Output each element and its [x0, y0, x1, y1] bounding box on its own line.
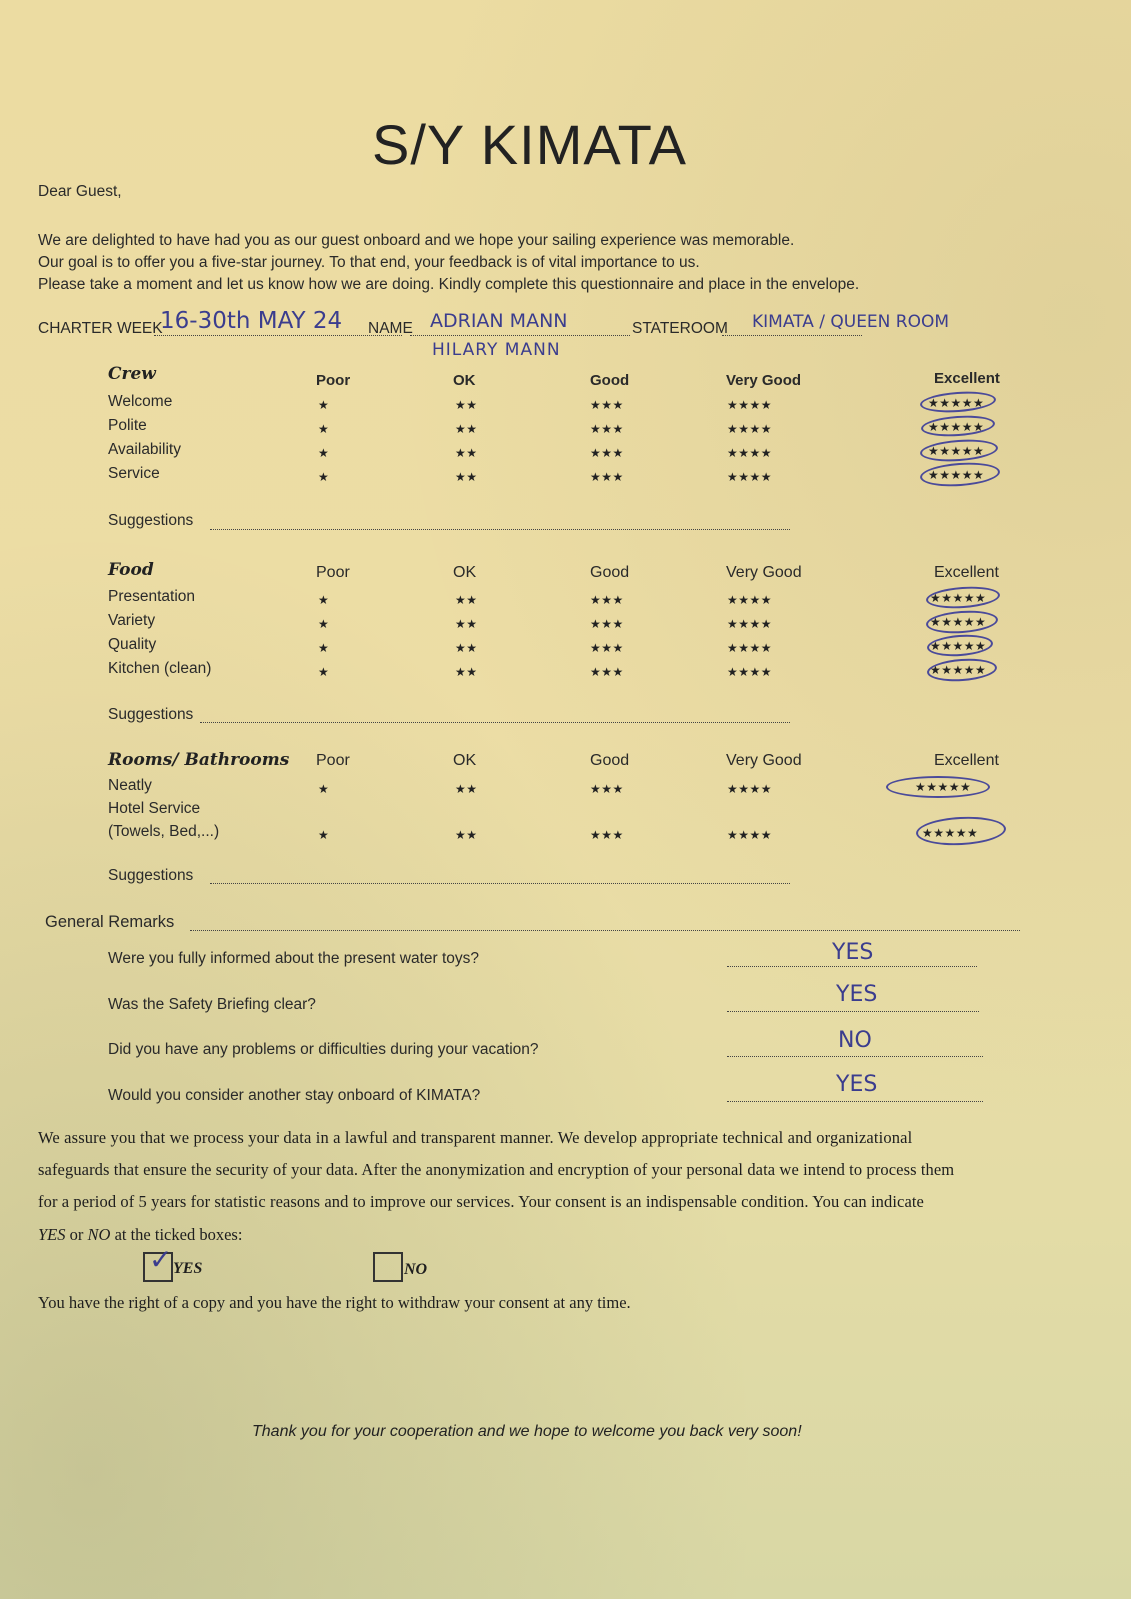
rooms-row-neatly: Neatly: [108, 777, 152, 794]
consent-no-label: NO: [404, 1261, 428, 1278]
question-safety-briefing: Was the Safety Briefing clear?: [108, 996, 316, 1013]
rooms-suggestions-label: Suggestions: [108, 867, 194, 884]
rooms-hotel-very-good[interactable]: ★★★★: [727, 828, 773, 842]
food-quality-very-good[interactable]: ★★★★: [727, 641, 773, 655]
food-row-kitchen: Kitchen (clean): [108, 660, 212, 677]
crew-polite-good[interactable]: ★★★: [590, 422, 624, 436]
food-presentation-ok[interactable]: ★★: [455, 593, 478, 607]
crew-welcome-very-good[interactable]: ★★★★: [727, 398, 773, 412]
question-water-toys: Were you fully informed about the present water toys?: [108, 950, 480, 967]
food-quality-excellent[interactable]: ★★★★★: [930, 639, 987, 653]
food-presentation-circle: [925, 584, 1000, 610]
crew-service-circle: [919, 460, 1000, 489]
answer-problems: NO: [838, 1028, 872, 1053]
crew-polite-very-good[interactable]: ★★★★: [727, 422, 773, 436]
rooms-col-excellent: Excellent: [934, 752, 999, 769]
food-row-variety: Variety: [108, 612, 156, 629]
rights-text: You have the right of a copy and you have the right to withdraw your consent at any time.: [38, 1293, 631, 1312]
food-variety-very-good[interactable]: ★★★★: [727, 617, 773, 631]
intro-line-1: We are delighted to have had you as our guest onboard and we hope your sailing experience was memorable.: [38, 232, 795, 249]
crew-welcome-poor[interactable]: ★: [318, 398, 330, 412]
rooms-neatly-excellent[interactable]: ★★★★★: [915, 780, 972, 794]
rooms-neatly-very-good[interactable]: ★★★★: [727, 782, 773, 796]
name-value-2: HILARY MANN: [432, 340, 561, 360]
consent-line-1: We assure you that we process your data in a lawful and transparent manner. We develop appropriate technical and organizational: [38, 1128, 913, 1147]
food-row-quality: Quality: [108, 636, 157, 653]
general-remarks-label: General Remarks: [45, 913, 175, 931]
crew-section-title: Crew: [108, 364, 156, 384]
crew-col-good: Good: [590, 372, 630, 389]
question-problems: Did you have any problems or difficulties during your vacation?: [108, 1041, 539, 1058]
name-label: NAME: [368, 320, 413, 337]
question-another-stay: Would you consider another stay onboard of KIMATA?: [108, 1087, 481, 1104]
crew-availability-circle: [919, 437, 998, 463]
crew-service-very-good[interactable]: ★★★★: [727, 470, 773, 484]
answer-water-toys: YES: [832, 940, 874, 965]
crew-availability-poor[interactable]: ★: [318, 446, 330, 460]
crew-polite-ok[interactable]: ★★: [455, 422, 478, 436]
crew-service-good[interactable]: ★★★: [590, 470, 624, 484]
food-kitchen-very-good[interactable]: ★★★★: [727, 665, 773, 679]
crew-availability-good[interactable]: ★★★: [590, 446, 624, 460]
consent-or-word: or: [65, 1225, 88, 1244]
crew-row-welcome: Welcome: [108, 393, 173, 410]
food-presentation-poor[interactable]: ★: [318, 593, 330, 607]
consent-yes-check-mark: ✓: [149, 1243, 173, 1276]
rooms-col-ok: OK: [453, 752, 477, 769]
food-col-excellent: Excellent: [934, 564, 999, 581]
crew-row-service: Service: [108, 465, 160, 482]
rooms-row-hotel-service: Hotel Service: [108, 800, 201, 817]
crew-service-excellent[interactable]: ★★★★★: [928, 468, 985, 482]
crew-availability-very-good[interactable]: ★★★★: [727, 446, 773, 460]
consent-line-4: [38, 1219, 242, 1251]
charter-week-value: 16-30th MAY 24: [160, 308, 343, 334]
crew-polite-poor[interactable]: ★: [318, 422, 330, 436]
rooms-neatly-good[interactable]: ★★★: [590, 782, 624, 796]
rooms-hotel-ok[interactable]: ★★: [455, 828, 478, 842]
crew-polite-excellent[interactable]: ★★★★★: [928, 420, 985, 434]
crew-row-polite: Polite: [108, 417, 147, 434]
stateroom-label: STATEROOM: [632, 320, 728, 337]
food-row-presentation: Presentation: [108, 588, 196, 605]
crew-col-poor: Poor: [316, 372, 351, 389]
crew-suggestions-field[interactable]: [210, 519, 790, 530]
crew-polite-circle: [920, 413, 995, 438]
food-kitchen-circle: [926, 657, 997, 684]
consent-line-2: safeguards that ensure the security of your data. After the anonymization and encryption of your personal data we intend to process them: [38, 1160, 955, 1179]
rooms-neatly-ok[interactable]: ★★: [455, 782, 478, 796]
food-presentation-excellent[interactable]: ★★★★★: [930, 591, 987, 605]
crew-row-availability: Availability: [108, 441, 181, 458]
rooms-suggestions-field[interactable]: [210, 873, 790, 884]
food-kitchen-good[interactable]: ★★★: [590, 665, 624, 679]
crew-welcome-good[interactable]: ★★★: [590, 398, 624, 412]
rooms-row-towels-bed: (Towels, Bed,...): [108, 823, 220, 840]
consent-no-checkbox[interactable]: [373, 1252, 403, 1282]
consent-yes-word: YES: [38, 1225, 66, 1244]
food-kitchen-poor[interactable]: ★: [318, 665, 330, 679]
food-presentation-good[interactable]: ★★★: [590, 593, 624, 607]
greeting: Dear Guest,: [38, 183, 122, 200]
food-kitchen-ok[interactable]: ★★: [455, 665, 478, 679]
consent-no-word: NO: [87, 1225, 111, 1244]
food-col-poor: Poor: [316, 564, 350, 581]
food-suggestions-field[interactable]: [200, 712, 790, 723]
closing-message: Thank you for your cooperation and we hope to welcome you back very soon!: [252, 1423, 802, 1440]
food-variety-good[interactable]: ★★★: [590, 617, 624, 631]
crew-availability-excellent[interactable]: ★★★★★: [928, 444, 985, 458]
name-value: ADRIAN MANN: [430, 310, 568, 332]
general-remarks-field[interactable]: [190, 920, 1020, 931]
consent-yes-label: YES: [173, 1260, 203, 1277]
food-col-very-good: Very Good: [726, 564, 802, 581]
intro-line-2: Our goal is to offer you a five-star journey. To that end, your feedback is of vital importance to us.: [38, 254, 700, 271]
food-quality-good[interactable]: ★★★: [590, 641, 624, 655]
rooms-section-title: Rooms/ Bathrooms: [108, 750, 290, 770]
stateroom-value: KIMATA / QUEEN ROOM: [752, 312, 950, 332]
crew-welcome-ok[interactable]: ★★: [455, 398, 478, 412]
rooms-hotel-good[interactable]: ★★★: [590, 828, 624, 842]
page-title: S/Y KIMATA: [372, 113, 687, 176]
crew-col-very-good: Very Good: [726, 372, 802, 389]
food-variety-poor[interactable]: ★: [318, 617, 330, 631]
crew-availability-ok[interactable]: ★★: [455, 446, 478, 460]
food-quality-circle: [926, 633, 993, 659]
crew-col-excellent: Excellent: [934, 370, 1000, 387]
food-variety-circle: [925, 609, 998, 636]
consent-line-3: for a period of 5 years for statistic reasons and to improve our services. Your consent is an indispensable condition. You can indicate: [38, 1192, 924, 1211]
rooms-neatly-poor[interactable]: ★: [318, 782, 330, 796]
crew-service-ok[interactable]: ★★: [455, 470, 478, 484]
rooms-col-very-good: Very Good: [726, 752, 802, 769]
food-kitchen-excellent[interactable]: ★★★★★: [930, 663, 987, 677]
rooms-hotel-poor[interactable]: ★: [318, 828, 330, 842]
rooms-neatly-circle: [886, 776, 990, 798]
crew-suggestions-label: Suggestions: [108, 512, 194, 529]
food-section-title: Food: [108, 560, 154, 580]
food-presentation-very-good[interactable]: ★★★★: [727, 593, 773, 607]
food-variety-excellent[interactable]: ★★★★★: [930, 615, 987, 629]
food-col-good: Good: [590, 564, 630, 581]
rooms-hotel-excellent[interactable]: ★★★★★: [922, 826, 979, 840]
rooms-col-good: Good: [590, 752, 630, 769]
crew-welcome-circle: [919, 389, 996, 414]
rooms-col-poor: Poor: [316, 752, 350, 769]
crew-welcome-excellent[interactable]: ★★★★★: [928, 396, 985, 410]
food-suggestions-label: Suggestions: [108, 706, 194, 723]
food-variety-ok[interactable]: ★★: [455, 617, 478, 631]
food-quality-poor[interactable]: ★: [318, 641, 330, 655]
consent-rest: at the ticked boxes:: [110, 1225, 243, 1244]
answer-another-stay: YES: [836, 1072, 878, 1097]
food-col-ok: OK: [453, 564, 477, 581]
rooms-hotel-circle: [915, 815, 1006, 848]
crew-service-poor[interactable]: ★: [318, 470, 330, 484]
intro-line-3: Please take a moment and let us know how we are doing. Kindly complete this questionnaire and place in the envelope.: [38, 276, 860, 293]
food-quality-ok[interactable]: ★★: [455, 641, 478, 655]
answer-safety-briefing: YES: [836, 982, 878, 1007]
charter-week-label: CHARTER WEEK: [38, 320, 163, 337]
crew-col-ok: OK: [453, 372, 476, 389]
